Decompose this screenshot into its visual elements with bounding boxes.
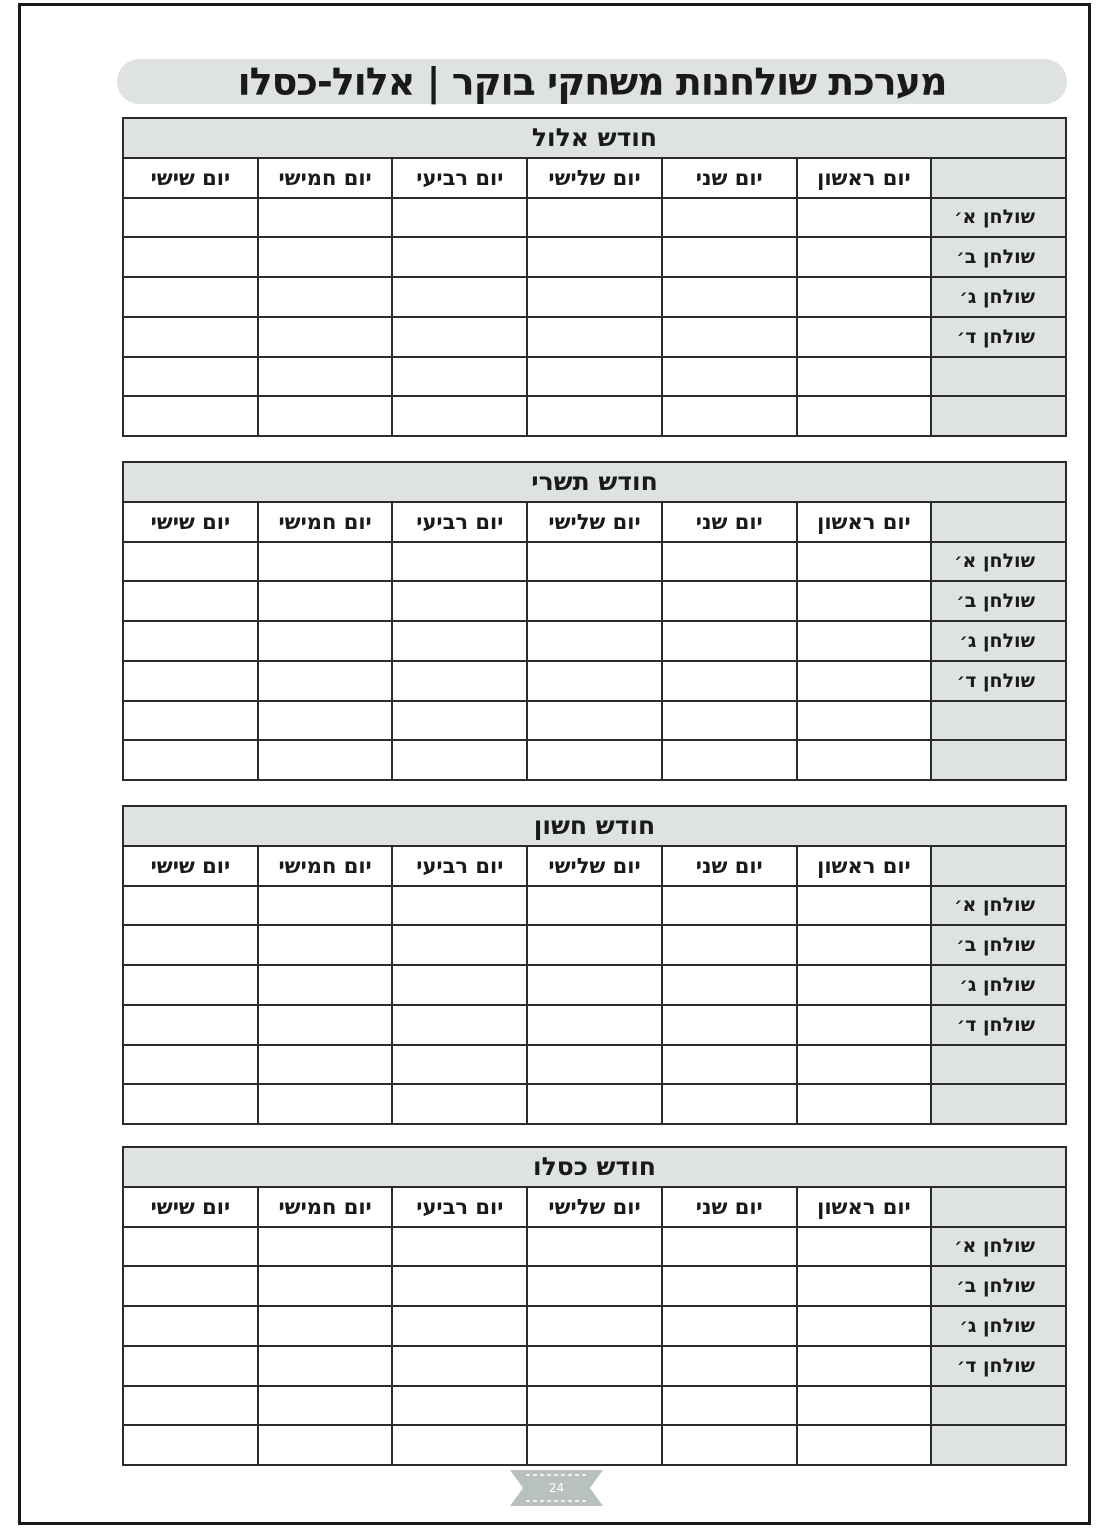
- schedule-cell[interactable]: [662, 396, 797, 436]
- schedule-cell[interactable]: [662, 1425, 797, 1465]
- row-label: [931, 1045, 1066, 1085]
- schedule-cell[interactable]: [258, 621, 393, 661]
- schedule-cell[interactable]: [527, 965, 662, 1005]
- schedule-cell[interactable]: [392, 1227, 527, 1267]
- schedule-cell[interactable]: [392, 925, 527, 965]
- schedule-cell[interactable]: [392, 198, 527, 238]
- schedule-cell[interactable]: [123, 661, 258, 701]
- schedule-cell[interactable]: [797, 1005, 932, 1045]
- schedule-cell[interactable]: [258, 1425, 393, 1465]
- schedule-cell[interactable]: [527, 621, 662, 661]
- schedule-cell[interactable]: [258, 317, 393, 357]
- schedule-cell[interactable]: [527, 1045, 662, 1085]
- schedule-cell[interactable]: [258, 661, 393, 701]
- schedule-cell[interactable]: [662, 1306, 797, 1346]
- table-row: [123, 1045, 1066, 1085]
- schedule-cell[interactable]: [392, 621, 527, 661]
- schedule-cell[interactable]: [527, 1425, 662, 1465]
- row-label: שולחן ג׳: [931, 621, 1066, 661]
- schedule-cell[interactable]: [392, 886, 527, 926]
- row-label: שולחן א׳: [931, 886, 1066, 926]
- day-header: יום חמישי: [258, 158, 393, 198]
- row-label: שולחן ב׳: [931, 581, 1066, 621]
- schedule-cell[interactable]: [258, 357, 393, 397]
- schedule-cell[interactable]: [123, 317, 258, 357]
- table-row: [123, 1266, 1066, 1306]
- schedule-cell[interactable]: [527, 661, 662, 701]
- schedule-cell[interactable]: [662, 277, 797, 317]
- schedule-cell[interactable]: [527, 1084, 662, 1124]
- schedule-cell[interactable]: [527, 925, 662, 965]
- day-header: יום רביעי: [392, 846, 527, 886]
- corner-cell: [931, 1187, 1066, 1227]
- day-header: יום שישי: [123, 846, 258, 886]
- table-row: [123, 198, 1066, 238]
- schedule-cell[interactable]: [797, 317, 932, 357]
- table-row: [123, 237, 1066, 277]
- schedule-cell[interactable]: [797, 740, 932, 780]
- schedule-cell[interactable]: [123, 237, 258, 277]
- schedule-cell[interactable]: [392, 357, 527, 397]
- day-header: יום שישי: [123, 1187, 258, 1227]
- schedule-cell[interactable]: [527, 1306, 662, 1346]
- schedule-cell[interactable]: [662, 661, 797, 701]
- month-title: חודש כסלו: [123, 1147, 1066, 1187]
- page-number-badge: [510, 1470, 603, 1506]
- schedule-cell[interactable]: [123, 1045, 258, 1085]
- schedule-cell[interactable]: [662, 1045, 797, 1085]
- table-row: [123, 1005, 1066, 1045]
- row-label: שולחן ב׳: [931, 237, 1066, 277]
- row-label: [931, 357, 1066, 397]
- day-header: יום חמישי: [258, 846, 393, 886]
- table-row: [123, 1227, 1066, 1267]
- row-label: שולחן א׳: [931, 1227, 1066, 1267]
- schedule-cell[interactable]: [258, 581, 393, 621]
- schedule-cell[interactable]: [797, 1306, 932, 1346]
- schedule-cell[interactable]: [797, 581, 932, 621]
- schedule-cell[interactable]: [662, 1005, 797, 1045]
- table-row: [123, 740, 1066, 780]
- schedule-cell[interactable]: [392, 661, 527, 701]
- table-row: [123, 277, 1066, 317]
- table-row: [123, 317, 1066, 357]
- day-header: יום שלישי: [527, 158, 662, 198]
- row-label: [931, 1386, 1066, 1426]
- schedule-cell[interactable]: [527, 1266, 662, 1306]
- schedule-cell[interactable]: [527, 740, 662, 780]
- table-row: [123, 1084, 1066, 1124]
- schedule-cell[interactable]: [392, 1084, 527, 1124]
- schedule-cell[interactable]: [258, 701, 393, 741]
- schedule-cell[interactable]: [527, 1005, 662, 1045]
- schedule-cell[interactable]: [258, 542, 393, 582]
- schedule-cell[interactable]: [392, 396, 527, 436]
- schedule-cell[interactable]: [392, 1266, 527, 1306]
- schedule-cell[interactable]: [797, 542, 932, 582]
- schedule-cell[interactable]: [527, 277, 662, 317]
- schedule-cell[interactable]: [392, 317, 527, 357]
- schedule-cell[interactable]: [797, 1045, 932, 1085]
- schedule-cell[interactable]: [258, 886, 393, 926]
- schedule-cell[interactable]: [123, 925, 258, 965]
- schedule-cell[interactable]: [527, 237, 662, 277]
- schedule-cell[interactable]: [258, 1346, 393, 1386]
- schedule-cell[interactable]: [797, 1346, 932, 1386]
- schedule-cell[interactable]: [392, 237, 527, 277]
- table-row: [123, 1306, 1066, 1346]
- day-header: יום שני: [662, 846, 797, 886]
- page-title: מערכת שולחנות משחקי בוקר | אלול-כסלו: [117, 59, 1067, 104]
- schedule-cell[interactable]: [662, 925, 797, 965]
- schedule-cell[interactable]: [123, 1266, 258, 1306]
- month-table: [122, 805, 1067, 1125]
- schedule-cell[interactable]: [662, 965, 797, 1005]
- schedule-cell[interactable]: [797, 925, 932, 965]
- table-row: [123, 581, 1066, 621]
- schedule-cell[interactable]: [392, 1425, 527, 1465]
- schedule-cell[interactable]: [797, 1386, 932, 1426]
- row-label: שולחן ב׳: [931, 925, 1066, 965]
- corner-cell: [931, 502, 1066, 542]
- month-table: [122, 461, 1067, 781]
- schedule-cell[interactable]: [662, 542, 797, 582]
- day-header: יום שני: [662, 502, 797, 542]
- schedule-cell[interactable]: [797, 396, 932, 436]
- schedule-cell[interactable]: [527, 396, 662, 436]
- month-title: חודש תשרי: [123, 462, 1066, 502]
- schedule-cell[interactable]: [258, 1266, 393, 1306]
- schedule-cell[interactable]: [392, 277, 527, 317]
- row-label: שולחן ג׳: [931, 1306, 1066, 1346]
- schedule-cell[interactable]: [123, 1005, 258, 1045]
- table-row: [123, 701, 1066, 741]
- schedule-cell[interactable]: [258, 965, 393, 1005]
- schedule-cell[interactable]: [797, 198, 932, 238]
- schedule-cell[interactable]: [797, 277, 932, 317]
- schedule-cell[interactable]: [123, 1084, 258, 1124]
- schedule-cell[interactable]: [662, 1346, 797, 1386]
- table-row: [123, 1386, 1066, 1426]
- schedule-cell[interactable]: [797, 661, 932, 701]
- corner-cell: [931, 846, 1066, 886]
- row-label: שולחן א׳: [931, 198, 1066, 238]
- schedule-cell[interactable]: [662, 740, 797, 780]
- schedule-cell[interactable]: [258, 1084, 393, 1124]
- schedule-cell[interactable]: [527, 542, 662, 582]
- month-title: חודש אלול: [123, 118, 1066, 158]
- schedule-cell[interactable]: [797, 1227, 932, 1267]
- schedule-cell[interactable]: [527, 198, 662, 238]
- schedule-cell[interactable]: [527, 581, 662, 621]
- day-header: יום ראשון: [797, 502, 932, 542]
- day-header: יום שלישי: [527, 502, 662, 542]
- schedule-cell[interactable]: [662, 1386, 797, 1426]
- schedule-cell[interactable]: [123, 701, 258, 741]
- day-header: יום ראשון: [797, 158, 932, 198]
- row-label: [931, 701, 1066, 741]
- schedule-cell[interactable]: [797, 701, 932, 741]
- day-header: יום ראשון: [797, 1187, 932, 1227]
- schedule-cell[interactable]: [392, 581, 527, 621]
- schedule-cell[interactable]: [662, 621, 797, 661]
- day-header: יום שני: [662, 158, 797, 198]
- day-header: יום רביעי: [392, 1187, 527, 1227]
- schedule-cell[interactable]: [797, 1266, 932, 1306]
- corner-cell: [931, 158, 1066, 198]
- schedule-cell[interactable]: [123, 965, 258, 1005]
- schedule-cell[interactable]: [123, 1346, 258, 1386]
- schedule-cell[interactable]: [797, 237, 932, 277]
- table-row: [123, 925, 1066, 965]
- schedule-cell[interactable]: [392, 1005, 527, 1045]
- schedule-cell[interactable]: [123, 396, 258, 436]
- schedule-cell[interactable]: [662, 886, 797, 926]
- day-header: יום רביעי: [392, 158, 527, 198]
- schedule-cell[interactable]: [258, 277, 393, 317]
- schedule-cell[interactable]: [797, 357, 932, 397]
- schedule-cell[interactable]: [392, 1045, 527, 1085]
- schedule-cell[interactable]: [123, 740, 258, 780]
- day-header: יום שישי: [123, 158, 258, 198]
- schedule-cell[interactable]: [258, 1227, 393, 1267]
- day-header: יום ראשון: [797, 846, 932, 886]
- month-title: חודש חשון: [123, 806, 1066, 846]
- schedule-cell[interactable]: [527, 357, 662, 397]
- schedule-cell[interactable]: [258, 237, 393, 277]
- table-row: [123, 661, 1066, 701]
- schedule-cell[interactable]: [123, 1306, 258, 1346]
- day-header: יום חמישי: [258, 1187, 393, 1227]
- schedule-cell[interactable]: [527, 1386, 662, 1426]
- day-header: יום שני: [662, 1187, 797, 1227]
- schedule-cell[interactable]: [123, 1386, 258, 1426]
- schedule-cell[interactable]: [392, 965, 527, 1005]
- schedule-cell[interactable]: [527, 886, 662, 926]
- day-header: יום חמישי: [258, 502, 393, 542]
- table-row: [123, 396, 1066, 436]
- row-label: שולחן ג׳: [931, 277, 1066, 317]
- row-label: [931, 396, 1066, 436]
- schedule-cell[interactable]: [258, 1005, 393, 1045]
- schedule-cell[interactable]: [797, 965, 932, 1005]
- schedule-cell[interactable]: [797, 1084, 932, 1124]
- table-row: [123, 1346, 1066, 1386]
- schedule-cell[interactable]: [258, 1045, 393, 1085]
- schedule-cell[interactable]: [123, 621, 258, 661]
- row-label: שולחן ב׳: [931, 1266, 1066, 1306]
- schedule-cell[interactable]: [392, 1306, 527, 1346]
- schedule-cell[interactable]: [662, 701, 797, 741]
- schedule-cell[interactable]: [123, 886, 258, 926]
- table-row: [123, 886, 1066, 926]
- schedule-cell[interactable]: [123, 1425, 258, 1465]
- table-row: [123, 357, 1066, 397]
- day-header: יום שלישי: [527, 846, 662, 886]
- schedule-cell[interactable]: [392, 542, 527, 582]
- row-label: [931, 1084, 1066, 1124]
- table-row: [123, 1425, 1066, 1465]
- schedule-cell[interactable]: [662, 581, 797, 621]
- schedule-cell[interactable]: [662, 198, 797, 238]
- schedule-cell[interactable]: [797, 1425, 932, 1465]
- day-header: יום שלישי: [527, 1187, 662, 1227]
- schedule-cell[interactable]: [123, 1227, 258, 1267]
- schedule-cell[interactable]: [123, 581, 258, 621]
- schedule-cell[interactable]: [527, 317, 662, 357]
- row-label: [931, 1425, 1066, 1465]
- schedule-cell[interactable]: [258, 925, 393, 965]
- schedule-cell[interactable]: [662, 317, 797, 357]
- day-header: יום רביעי: [392, 502, 527, 542]
- schedule-cell[interactable]: [123, 198, 258, 238]
- table-row: [123, 965, 1066, 1005]
- schedule-cell[interactable]: [662, 237, 797, 277]
- schedule-cell[interactable]: [123, 277, 258, 317]
- table-row: [123, 542, 1066, 582]
- month-table: [122, 117, 1067, 437]
- schedule-cell[interactable]: [258, 396, 393, 436]
- schedule-cell[interactable]: [123, 357, 258, 397]
- row-label: שולחן ד׳: [931, 661, 1066, 701]
- table-row: [123, 621, 1066, 661]
- schedule-cell[interactable]: [527, 1346, 662, 1386]
- row-label: שולחן ד׳: [931, 317, 1066, 357]
- schedule-cell[interactable]: [797, 886, 932, 926]
- schedule-cell[interactable]: [258, 1386, 393, 1426]
- schedule-cell[interactable]: [392, 1386, 527, 1426]
- schedule-cell[interactable]: [258, 1306, 393, 1346]
- schedule-cell[interactable]: [662, 357, 797, 397]
- schedule-cell[interactable]: [527, 701, 662, 741]
- schedule-cell[interactable]: [123, 542, 258, 582]
- page-number: 24: [548, 1481, 565, 1495]
- row-label: שולחן ג׳: [931, 965, 1066, 1005]
- schedule-cell[interactable]: [258, 198, 393, 238]
- row-label: שולחן ד׳: [931, 1346, 1066, 1386]
- schedule-cell[interactable]: [662, 1084, 797, 1124]
- month-table: [122, 1146, 1067, 1466]
- schedule-cell[interactable]: [258, 740, 393, 780]
- schedule-cell[interactable]: [662, 1266, 797, 1306]
- schedule-cell[interactable]: [392, 1346, 527, 1386]
- row-label: [931, 740, 1066, 780]
- row-label: שולחן ד׳: [931, 1005, 1066, 1045]
- row-label: שולחן א׳: [931, 542, 1066, 582]
- schedule-cell[interactable]: [392, 701, 527, 741]
- schedule-cell[interactable]: [527, 1227, 662, 1267]
- schedule-cell[interactable]: [797, 621, 932, 661]
- day-header: יום שישי: [123, 502, 258, 542]
- schedule-cell[interactable]: [662, 1227, 797, 1267]
- schedule-cell[interactable]: [392, 740, 527, 780]
